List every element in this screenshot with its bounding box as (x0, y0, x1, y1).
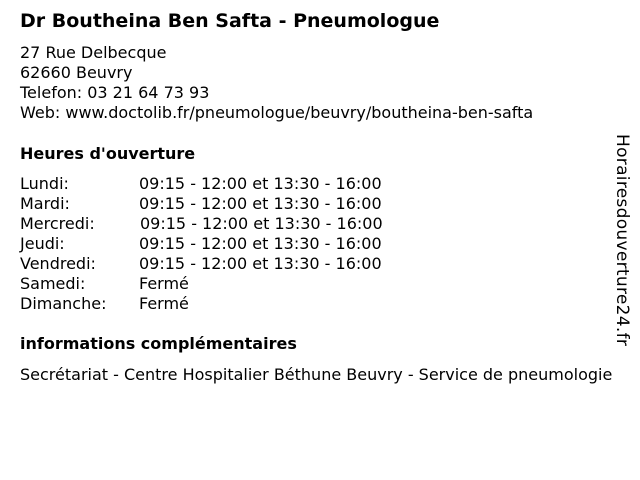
hours-time: Fermé (139, 294, 189, 313)
hours-time: Fermé (139, 274, 189, 293)
address-street: 27 Rue Delbecque (20, 43, 167, 62)
website-link[interactable]: Web: www.doctolib.fr/pneumologue/beuvry/boutheina-ben-safta (20, 103, 534, 122)
hours-time: 09:15 - 12:00 et 13:30 - 16:00 (139, 194, 382, 213)
hours-day: Mercredi: (20, 214, 95, 233)
hours-day: Mardi: (20, 194, 70, 213)
opening-hours-heading: Heures d'ouverture (20, 144, 196, 163)
hours-day: Lundi: (20, 174, 69, 193)
contact-block (20, 43, 533, 123)
additional-info-heading: informations complémentaires (20, 334, 297, 353)
hours-time: 09:15 - 12:00 et 13:30 - 16:00 (140, 214, 383, 233)
hours-day: Samedi: (20, 274, 86, 293)
phone-number: Telefon: 03 21 64 73 93 (20, 83, 210, 102)
site-watermark: Horairesdouverture24.fr (612, 134, 632, 347)
additional-info-text: Secrétariat - Centre Hospitalier Béthune Beuvry - Service de pneumologie (20, 365, 613, 384)
hours-time: 09:15 - 12:00 et 13:30 - 16:00 (139, 174, 382, 193)
hours-day: Jeudi: (20, 234, 65, 253)
hours-day: Dimanche: (20, 294, 107, 313)
hours-day: Vendredi: (20, 254, 96, 273)
page-title: Dr Boutheina Ben Safta - Pneumologue (20, 10, 440, 32)
hours-time: 09:15 - 12:00 et 13:30 - 16:00 (139, 254, 382, 273)
address-city: 62660 Beuvry (20, 63, 133, 82)
hours-time: 09:15 - 12:00 et 13:30 - 16:00 (139, 234, 382, 253)
